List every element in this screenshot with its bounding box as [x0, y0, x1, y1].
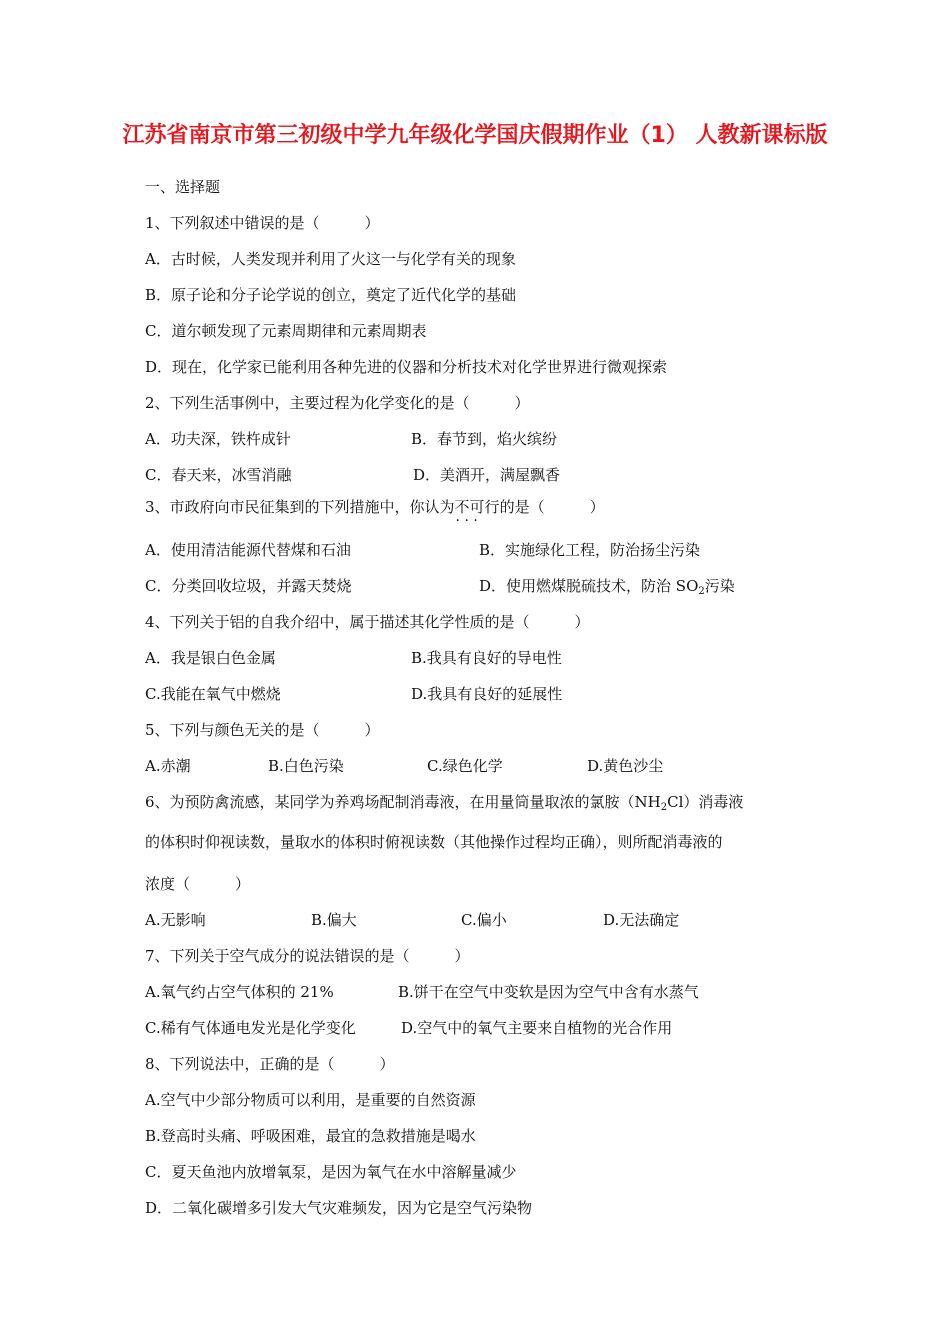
section-heading: 一、选择题 — [145, 178, 221, 196]
q1-option-a: A．古时候，人类发现并利用了火这一与化学有关的现象 — [145, 250, 516, 268]
q3-stem-prefix: 3、市政府向市民征集到的下列措施中，你认为 — [145, 498, 455, 516]
q1-option-c: C．道尔顿发现了元素周期律和元素周期表 — [145, 322, 427, 340]
q6-stem-line-1: 6、为预防禽流感，某同学为养鸡场配制消毒液，在用量筒量取浓的氯胺$(NH_2Cl)$消毒液 — [145, 793, 744, 813]
q1-option-b: B．原子论和分子论学说的创立，奠定了近代化学的基础 — [145, 286, 517, 304]
q1-stem: 1、下列叙述中错误的是（ ） — [145, 214, 380, 232]
q2-row-2 — [145, 465, 805, 485]
q2-stem: 2、下列生活事例中，主要过程为化学变化的是（ ） — [145, 394, 530, 412]
q5-option-a: A.赤潮 — [145, 757, 191, 775]
q3-stem — [145, 497, 605, 517]
q4-row-2 — [145, 684, 805, 704]
q6-stem-line-3: 浓度（ ） — [145, 875, 251, 893]
q2-option-d: D．美酒开，满屋飘香 — [413, 466, 561, 484]
q3-option-d: D．使用燃煤脱硫技术，防治 $SO_2$污染 — [479, 577, 735, 597]
q8-option-d: D．二氧化碳增多引发大气灾难频发，因为它是空气污染物 — [145, 1199, 533, 1217]
q7-stem: 7、下列关于空气成分的说法错误的是（ ） — [145, 947, 470, 965]
q8-option-b: B.登高时头痛、呼吸困难，最宜的急救措施是喝水 — [145, 1127, 476, 1145]
q8-option-c: C．夏天鱼池内放增氧泵，是因为氧气在水中溶解量减少 — [145, 1163, 517, 1181]
q3-option-c: C．分类回收垃圾，并露天焚烧 — [145, 577, 352, 595]
q2-row-1 — [145, 429, 805, 449]
q4-row-1 — [145, 648, 805, 668]
q4-option-d: D.我具有良好的延展性 — [411, 685, 563, 703]
q4-option-c: C.我能在氧气中燃烧 — [145, 685, 281, 703]
q2-option-c: C．春天来，冰雪消融 — [145, 466, 292, 484]
q6-options — [145, 910, 805, 930]
q5-option-c: C.绿色化学 — [427, 757, 503, 775]
q6-option-b: B.偏大 — [311, 911, 357, 929]
q6-option-d: D.无法确定 — [603, 911, 680, 929]
q7-option-d: D.空气中的氧气主要来自植物的光合作用 — [401, 1019, 673, 1037]
document-title: 江苏省南京市第三初级中学九年级化学国庆假期作业（1） 人教新课标版 — [122, 123, 828, 148]
q3-row-1 — [145, 540, 805, 560]
q8-option-a: A.空气中少部分物质可以利用，是重要的自然资源 — [145, 1091, 476, 1109]
q3-option-b: B．实施绿化工程，防治扬尘污染 — [479, 541, 701, 559]
q7-option-a: A.氧气约占空气体积的 21% — [145, 983, 334, 1001]
q6-stem-line-2: 的体积时仰视读数，量取水的体积时俯视读数（其他操作过程均正确），则所配消毒液的 — [145, 833, 723, 851]
q4-option-b: B.我具有良好的导电性 — [411, 649, 562, 667]
q5-option-d: D.黄色沙尘 — [587, 757, 664, 775]
q7-row-2 — [145, 1018, 805, 1038]
q3-stem-suffix: 的是（ ） — [499, 498, 605, 516]
q8-stem: 8、下列说法中，正确的是（ ） — [145, 1055, 395, 1073]
q6-option-a: A.无影响 — [145, 911, 206, 929]
q3-emphasis: 不可行 · · · — [455, 497, 500, 517]
q5-option-b: B.白色污染 — [268, 757, 344, 775]
q6-option-c: C.偏小 — [461, 911, 507, 929]
q5-stem: 5、下列与颜色无关的是（ ） — [145, 721, 380, 739]
q7-option-b: B.饼干在空气中变软是因为空气中含有水蒸气 — [398, 983, 699, 1001]
q2-option-a: A．功夫深，铁杵成针 — [145, 430, 291, 448]
q5-options — [145, 756, 805, 776]
q4-stem: 4、下列关于铝的自我介绍中，属于描述其化学性质的是（ ） — [145, 613, 590, 631]
q7-option-c: C.稀有气体通电发光是化学变化 — [145, 1019, 356, 1037]
q7-row-1 — [145, 982, 805, 1002]
q4-option-a: A．我是银白色金属 — [145, 649, 276, 667]
q2-option-b: B．春节到，焰火缤纷 — [411, 430, 558, 448]
q3-row-2 — [145, 576, 805, 596]
q3-option-a: A．使用清洁能源代替煤和石油 — [145, 541, 351, 559]
q1-option-d: D．现在，化学家已能利用各种先进的仪器和分析技术对化学世界进行微观探索 — [145, 358, 668, 376]
